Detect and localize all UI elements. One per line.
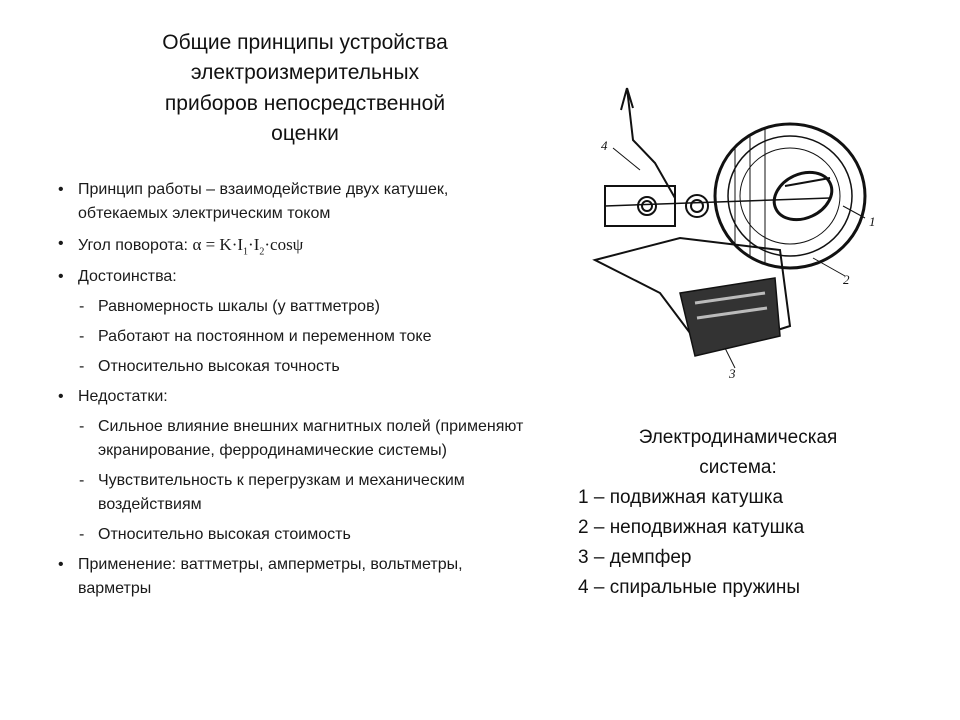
title-line-3: приборов непосредственной bbox=[164, 91, 446, 115]
advantage-text: Работают на постоянном и переменном токе bbox=[98, 328, 432, 346]
bullet-principle bbox=[58, 178, 538, 226]
disadvantage-text: Относительно высокая стоимость bbox=[98, 526, 351, 544]
bullet-disadvantages bbox=[58, 385, 538, 409]
legend-item: 1 – подвижная катушка bbox=[578, 487, 784, 509]
advantage-item bbox=[58, 325, 538, 349]
title-line-2: электроизмерительных bbox=[190, 61, 420, 85]
advantage-item bbox=[58, 355, 538, 379]
disadvantage-text: Сильное влияние внешних магнитных полей (применяют экранирование, ферродинамические системы) bbox=[98, 418, 524, 460]
advantage-text: Относительно высокая точность bbox=[98, 358, 340, 376]
dash-marker: - bbox=[79, 358, 85, 376]
spiral-spring bbox=[638, 197, 656, 215]
pointer-arrow bbox=[621, 88, 675, 198]
legend-title-line-1: Электродинамическая bbox=[638, 427, 838, 448]
figure-legend bbox=[578, 423, 898, 603]
label-4: 4 bbox=[601, 138, 608, 153]
label-3: 3 bbox=[729, 366, 736, 381]
bullet-list bbox=[58, 178, 538, 607]
disadvantages-label: Недостатки: bbox=[78, 388, 168, 406]
dash-marker: - bbox=[79, 526, 85, 544]
disadvantage-item bbox=[58, 523, 538, 547]
advantage-text: Равномерность шкалы (у ваттметров) bbox=[98, 298, 380, 316]
bullet-dot: • bbox=[58, 235, 64, 252]
advantage-item bbox=[58, 295, 538, 319]
dash-marker: - bbox=[79, 298, 85, 316]
bullet-angle bbox=[58, 232, 538, 259]
title-line-1: Общие принципы устройства bbox=[162, 31, 448, 54]
electrodynamic-mechanism-illustration bbox=[585, 78, 895, 398]
angle-formula: $\alpha = K\cdot I_1\cdot I_2\cdot\cos\psi$ bbox=[192, 235, 304, 258]
advantages-label: Достоинства: bbox=[78, 268, 177, 286]
bullet-dot: • bbox=[58, 388, 64, 406]
application-text: Применение: ваттметры, амперметры, вольтметры, варметры bbox=[78, 556, 463, 598]
disadvantage-item bbox=[58, 469, 538, 517]
bullet-dot: • bbox=[58, 181, 64, 198]
principle-text: Принцип работы – взаимодействие двух катушек, обтекаемых электрическим током bbox=[78, 181, 449, 222]
label-2: 2 bbox=[843, 272, 850, 287]
dash-marker: - bbox=[79, 418, 85, 436]
legend-item: 4 – спиральные пружины bbox=[578, 577, 801, 599]
dash-marker: - bbox=[79, 472, 85, 490]
legend-item: 2 – неподвижная катушка bbox=[578, 517, 805, 539]
fixed-coil bbox=[715, 124, 865, 268]
label-1: 1 bbox=[869, 214, 876, 229]
disadvantage-text: Чувствительность к перегрузкам и механическим воздействиям bbox=[98, 472, 465, 514]
bullet-dot: • bbox=[58, 268, 64, 286]
legend-title-line-2: система: bbox=[699, 457, 777, 479]
legend-item: 3 – демпфер bbox=[578, 547, 692, 569]
bullet-application bbox=[58, 553, 538, 601]
page-title bbox=[95, 28, 515, 150]
dash-marker: - bbox=[79, 328, 85, 346]
bullet-dot: • bbox=[58, 556, 64, 574]
disadvantage-item bbox=[58, 415, 538, 463]
moving-coil bbox=[767, 163, 840, 228]
bullet-advantages bbox=[58, 265, 538, 289]
angle-label: Угол поворота: bbox=[78, 237, 188, 254]
title-line-4: оценки bbox=[271, 122, 339, 146]
